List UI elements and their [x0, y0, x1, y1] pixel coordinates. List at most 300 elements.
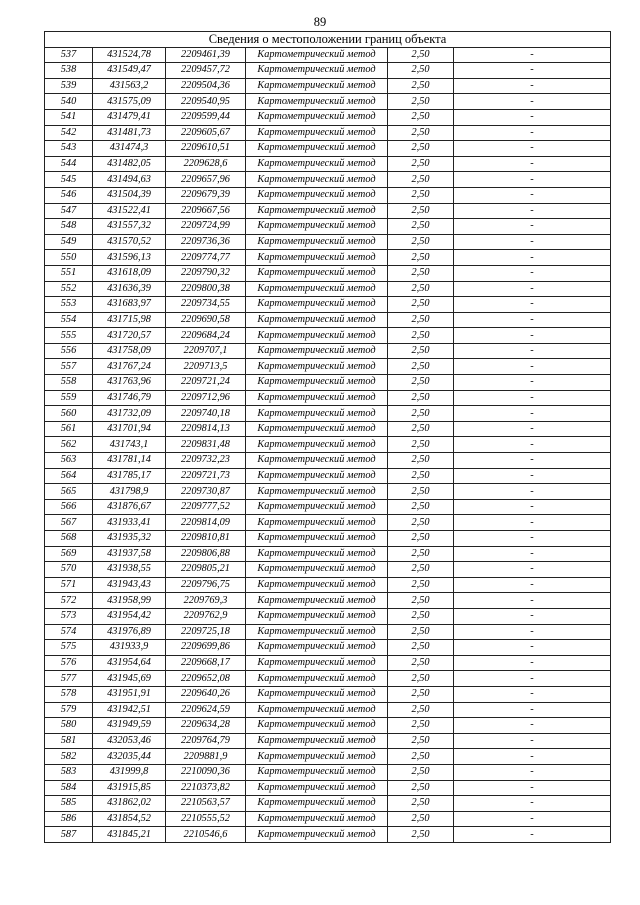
point-number-cell: 573	[45, 608, 93, 624]
method-cell: Картометрический метод	[246, 546, 388, 562]
y-coordinate-cell: 2209690,58	[166, 312, 246, 328]
x-coordinate-cell: 431999,8	[93, 764, 166, 780]
accuracy-cell: 2,50	[388, 655, 454, 671]
description-cell: -	[454, 437, 611, 453]
point-number-cell: 579	[45, 702, 93, 718]
description-cell: -	[454, 265, 611, 281]
description-cell: -	[454, 796, 611, 812]
table-row	[45, 172, 611, 188]
description-cell: -	[454, 671, 611, 687]
x-coordinate-cell: 431943,43	[93, 577, 166, 593]
description-cell: -	[454, 531, 611, 547]
x-coordinate-cell: 431945,69	[93, 671, 166, 687]
x-coordinate-cell: 431954,64	[93, 655, 166, 671]
point-number-cell: 558	[45, 375, 93, 391]
accuracy-cell: 2,50	[388, 499, 454, 515]
table-row	[45, 749, 611, 765]
description-cell: -	[454, 234, 611, 250]
method-cell: Картометрический метод	[246, 577, 388, 593]
method-cell: Картометрический метод	[246, 421, 388, 437]
point-number-cell: 572	[45, 593, 93, 609]
description-cell: -	[454, 203, 611, 219]
y-coordinate-cell: 2209732,23	[166, 453, 246, 469]
method-cell: Картометрический метод	[246, 796, 388, 812]
point-number-cell: 564	[45, 468, 93, 484]
table-row	[45, 297, 611, 313]
page-number: 89	[313, 15, 327, 29]
method-cell: Картометрический метод	[246, 640, 388, 656]
method-cell: Картометрический метод	[246, 297, 388, 313]
x-coordinate-cell: 431618,09	[93, 265, 166, 281]
description-cell: -	[454, 811, 611, 827]
method-cell: Картометрический метод	[246, 484, 388, 500]
y-coordinate-cell: 2209461,39	[166, 47, 246, 63]
accuracy-cell: 2,50	[388, 484, 454, 500]
y-coordinate-cell: 2209657,96	[166, 172, 246, 188]
method-cell: Картометрический метод	[246, 343, 388, 359]
accuracy-cell: 2,50	[388, 780, 454, 796]
x-coordinate-cell: 431942,51	[93, 702, 166, 718]
y-coordinate-cell: 2210555,52	[166, 811, 246, 827]
y-coordinate-cell: 2209881,9	[166, 749, 246, 765]
accuracy-cell: 2,50	[388, 468, 454, 484]
y-coordinate-cell: 2209640,26	[166, 686, 246, 702]
accuracy-cell: 2,50	[388, 577, 454, 593]
x-coordinate-cell: 431683,97	[93, 297, 166, 313]
x-coordinate-cell: 431976,89	[93, 624, 166, 640]
accuracy-cell: 2,50	[388, 515, 454, 531]
accuracy-cell: 2,50	[388, 141, 454, 157]
method-cell: Картометрический метод	[246, 406, 388, 422]
table-row	[45, 47, 611, 63]
accuracy-cell: 2,50	[388, 390, 454, 406]
description-cell: -	[454, 655, 611, 671]
x-coordinate-cell: 431938,55	[93, 562, 166, 578]
method-cell: Картометрический метод	[246, 219, 388, 235]
y-coordinate-cell: 2209624,59	[166, 702, 246, 718]
description-cell: -	[454, 484, 611, 500]
table-row	[45, 577, 611, 593]
accuracy-cell: 2,50	[388, 203, 454, 219]
description-cell: -	[454, 499, 611, 515]
accuracy-cell: 2,50	[388, 343, 454, 359]
y-coordinate-cell: 2209679,39	[166, 187, 246, 203]
y-coordinate-cell: 2210090,36	[166, 764, 246, 780]
point-number-cell: 561	[45, 421, 93, 437]
x-coordinate-cell: 431743,1	[93, 437, 166, 453]
y-coordinate-cell: 2209814,13	[166, 421, 246, 437]
point-number-cell: 560	[45, 406, 93, 422]
description-cell: -	[454, 421, 611, 437]
accuracy-cell: 2,50	[388, 811, 454, 827]
x-coordinate-cell: 431763,96	[93, 375, 166, 391]
accuracy-cell: 2,50	[388, 671, 454, 687]
point-number-cell: 544	[45, 156, 93, 172]
x-coordinate-cell: 431701,94	[93, 421, 166, 437]
description-cell: -	[454, 375, 611, 391]
x-coordinate-cell: 431767,24	[93, 359, 166, 375]
description-cell: -	[454, 359, 611, 375]
table-row	[45, 421, 611, 437]
y-coordinate-cell: 2209774,77	[166, 250, 246, 266]
accuracy-cell: 2,50	[388, 421, 454, 437]
table-row	[45, 718, 611, 734]
method-cell: Картометрический метод	[246, 187, 388, 203]
table-row	[45, 531, 611, 547]
point-number-cell: 545	[45, 172, 93, 188]
description-cell: -	[454, 156, 611, 172]
method-cell: Картометрический метод	[246, 718, 388, 734]
x-coordinate-cell: 431785,17	[93, 468, 166, 484]
method-cell: Картометрический метод	[246, 109, 388, 125]
method-cell: Картометрический метод	[246, 125, 388, 141]
point-number-cell: 583	[45, 764, 93, 780]
accuracy-cell: 2,50	[388, 312, 454, 328]
table-row	[45, 390, 611, 406]
description-cell: -	[454, 546, 611, 562]
table-row	[45, 78, 611, 94]
accuracy-cell: 2,50	[388, 328, 454, 344]
accuracy-cell: 2,50	[388, 437, 454, 453]
y-coordinate-cell: 2209764,79	[166, 733, 246, 749]
method-cell: Картометрический метод	[246, 686, 388, 702]
table-row	[45, 593, 611, 609]
method-cell: Картометрический метод	[246, 733, 388, 749]
table-row	[45, 499, 611, 515]
accuracy-cell: 2,50	[388, 453, 454, 469]
method-cell: Картометрический метод	[246, 375, 388, 391]
description-cell: -	[454, 780, 611, 796]
x-coordinate-cell: 431474,3	[93, 141, 166, 157]
y-coordinate-cell: 2209667,56	[166, 203, 246, 219]
x-coordinate-cell: 431596,13	[93, 250, 166, 266]
accuracy-cell: 2,50	[388, 359, 454, 375]
x-coordinate-cell: 431854,52	[93, 811, 166, 827]
accuracy-cell: 2,50	[388, 47, 454, 63]
x-coordinate-cell: 431570,52	[93, 234, 166, 250]
description-cell: -	[454, 640, 611, 656]
accuracy-cell: 2,50	[388, 796, 454, 812]
y-coordinate-cell: 2209810,81	[166, 531, 246, 547]
point-number-cell: 556	[45, 343, 93, 359]
method-cell: Картометрический метод	[246, 608, 388, 624]
description-cell: -	[454, 562, 611, 578]
method-cell: Картометрический метод	[246, 250, 388, 266]
y-coordinate-cell: 2209707,1	[166, 343, 246, 359]
y-coordinate-cell: 2209712,96	[166, 390, 246, 406]
table-row	[45, 343, 611, 359]
x-coordinate-cell: 431915,85	[93, 780, 166, 796]
description-cell: -	[454, 577, 611, 593]
table-row	[45, 453, 611, 469]
method-cell: Картометрический метод	[246, 811, 388, 827]
point-number-cell: 557	[45, 359, 93, 375]
x-coordinate-cell: 431481,73	[93, 125, 166, 141]
point-number-cell: 577	[45, 671, 93, 687]
x-coordinate-cell: 431954,42	[93, 608, 166, 624]
accuracy-cell: 2,50	[388, 702, 454, 718]
method-cell: Картометрический метод	[246, 655, 388, 671]
point-number-cell: 538	[45, 63, 93, 79]
accuracy-cell: 2,50	[388, 624, 454, 640]
table-body	[45, 47, 611, 842]
table-row	[45, 640, 611, 656]
accuracy-cell: 2,50	[388, 733, 454, 749]
accuracy-cell: 2,50	[388, 593, 454, 609]
method-cell: Картометрический метод	[246, 780, 388, 796]
table-row	[45, 109, 611, 125]
description-cell: -	[454, 390, 611, 406]
table-row	[45, 187, 611, 203]
point-number-cell: 542	[45, 125, 93, 141]
y-coordinate-cell: 2209721,73	[166, 468, 246, 484]
method-cell: Картометрический метод	[246, 671, 388, 687]
table-row	[45, 608, 611, 624]
y-coordinate-cell: 2209599,44	[166, 109, 246, 125]
point-number-cell: 570	[45, 562, 93, 578]
point-number-cell: 586	[45, 811, 93, 827]
method-cell: Картометрический метод	[246, 827, 388, 843]
y-coordinate-cell: 2210546,6	[166, 827, 246, 843]
x-coordinate-cell: 431575,09	[93, 94, 166, 110]
x-coordinate-cell: 431758,09	[93, 343, 166, 359]
x-coordinate-cell: 431876,67	[93, 499, 166, 515]
y-coordinate-cell: 2210373,82	[166, 780, 246, 796]
description-cell: -	[454, 94, 611, 110]
point-number-cell: 549	[45, 234, 93, 250]
y-coordinate-cell: 2209790,32	[166, 265, 246, 281]
accuracy-cell: 2,50	[388, 265, 454, 281]
method-cell: Картометрический метод	[246, 328, 388, 344]
accuracy-cell: 2,50	[388, 94, 454, 110]
method-cell: Картометрический метод	[246, 593, 388, 609]
table-row	[45, 156, 611, 172]
description-cell: -	[454, 686, 611, 702]
y-coordinate-cell: 2209668,17	[166, 655, 246, 671]
method-cell: Картометрический метод	[246, 265, 388, 281]
y-coordinate-cell: 2209805,21	[166, 562, 246, 578]
description-cell: -	[454, 733, 611, 749]
x-coordinate-cell: 431935,32	[93, 531, 166, 547]
table-row	[45, 515, 611, 531]
method-cell: Картометрический метод	[246, 234, 388, 250]
accuracy-cell: 2,50	[388, 250, 454, 266]
description-cell: -	[454, 219, 611, 235]
y-coordinate-cell: 2209800,38	[166, 281, 246, 297]
table-row	[45, 827, 611, 843]
point-number-cell: 554	[45, 312, 93, 328]
x-coordinate-cell: 432035,44	[93, 749, 166, 765]
table-row	[45, 406, 611, 422]
table-row	[45, 437, 611, 453]
x-coordinate-cell: 431798,9	[93, 484, 166, 500]
table-row	[45, 328, 611, 344]
method-cell: Картометрический метод	[246, 453, 388, 469]
accuracy-cell: 2,50	[388, 764, 454, 780]
accuracy-cell: 2,50	[388, 109, 454, 125]
y-coordinate-cell: 2209713,5	[166, 359, 246, 375]
point-number-cell: 566	[45, 499, 93, 515]
x-coordinate-cell: 431482,05	[93, 156, 166, 172]
method-cell: Картометрический метод	[246, 515, 388, 531]
point-number-cell: 587	[45, 827, 93, 843]
table-row	[45, 562, 611, 578]
point-number-cell: 555	[45, 328, 93, 344]
method-cell: Картометрический метод	[246, 141, 388, 157]
point-number-cell: 576	[45, 655, 93, 671]
y-coordinate-cell: 2209806,88	[166, 546, 246, 562]
description-cell: -	[454, 187, 611, 203]
y-coordinate-cell: 2209762,9	[166, 608, 246, 624]
x-coordinate-cell: 431845,21	[93, 827, 166, 843]
x-coordinate-cell: 431933,41	[93, 515, 166, 531]
accuracy-cell: 2,50	[388, 63, 454, 79]
point-number-cell: 580	[45, 718, 93, 734]
point-number-cell: 553	[45, 297, 93, 313]
accuracy-cell: 2,50	[388, 375, 454, 391]
accuracy-cell: 2,50	[388, 187, 454, 203]
accuracy-cell: 2,50	[388, 219, 454, 235]
point-number-cell: 585	[45, 796, 93, 812]
y-coordinate-cell: 2209725,18	[166, 624, 246, 640]
point-number-cell: 574	[45, 624, 93, 640]
x-coordinate-cell: 432053,46	[93, 733, 166, 749]
accuracy-cell: 2,50	[388, 156, 454, 172]
x-coordinate-cell: 431720,57	[93, 328, 166, 344]
method-cell: Картометрический метод	[246, 63, 388, 79]
y-coordinate-cell: 2209721,24	[166, 375, 246, 391]
point-number-cell: 546	[45, 187, 93, 203]
accuracy-cell: 2,50	[388, 234, 454, 250]
x-coordinate-cell: 431933,9	[93, 640, 166, 656]
table-row	[45, 811, 611, 827]
point-number-cell: 563	[45, 453, 93, 469]
accuracy-cell: 2,50	[388, 406, 454, 422]
accuracy-cell: 2,50	[388, 546, 454, 562]
point-number-cell: 550	[45, 250, 93, 266]
table-row	[45, 63, 611, 79]
description-cell: -	[454, 63, 611, 79]
y-coordinate-cell: 2209777,52	[166, 499, 246, 515]
method-cell: Картометрический метод	[246, 94, 388, 110]
description-cell: -	[454, 593, 611, 609]
method-cell: Картометрический метод	[246, 468, 388, 484]
x-coordinate-cell: 431958,99	[93, 593, 166, 609]
y-coordinate-cell: 2209724,99	[166, 219, 246, 235]
table-row	[45, 733, 611, 749]
point-number-cell: 539	[45, 78, 93, 94]
point-number-cell: 565	[45, 484, 93, 500]
method-cell: Картометрический метод	[246, 203, 388, 219]
y-coordinate-cell: 2209610,51	[166, 141, 246, 157]
point-number-cell: 548	[45, 219, 93, 235]
table-row	[45, 265, 611, 281]
point-number-cell: 581	[45, 733, 93, 749]
description-cell: -	[454, 172, 611, 188]
method-cell: Картометрический метод	[246, 562, 388, 578]
description-cell: -	[454, 141, 611, 157]
description-cell: -	[454, 764, 611, 780]
table-row	[45, 468, 611, 484]
x-coordinate-cell: 431524,78	[93, 47, 166, 63]
x-coordinate-cell: 431494,63	[93, 172, 166, 188]
x-coordinate-cell: 431563,2	[93, 78, 166, 94]
y-coordinate-cell: 2210563,57	[166, 796, 246, 812]
point-number-cell: 568	[45, 531, 93, 547]
method-cell: Картометрический метод	[246, 749, 388, 765]
y-coordinate-cell: 2209734,55	[166, 297, 246, 313]
point-number-cell: 552	[45, 281, 93, 297]
y-coordinate-cell: 2209457,72	[166, 63, 246, 79]
description-cell: -	[454, 453, 611, 469]
y-coordinate-cell: 2209730,87	[166, 484, 246, 500]
table-row	[45, 655, 611, 671]
point-number-cell: 567	[45, 515, 93, 531]
y-coordinate-cell: 2209740,18	[166, 406, 246, 422]
table-row	[45, 702, 611, 718]
description-cell: -	[454, 343, 611, 359]
point-number-cell: 571	[45, 577, 93, 593]
table-row	[45, 686, 611, 702]
table-row	[45, 141, 611, 157]
accuracy-cell: 2,50	[388, 562, 454, 578]
y-coordinate-cell: 2209628,6	[166, 156, 246, 172]
y-coordinate-cell: 2209699,86	[166, 640, 246, 656]
method-cell: Картометрический метод	[246, 764, 388, 780]
x-coordinate-cell: 431479,41	[93, 109, 166, 125]
x-coordinate-cell: 431557,32	[93, 219, 166, 235]
table-row	[45, 546, 611, 562]
table-row	[45, 125, 611, 141]
y-coordinate-cell: 2209684,24	[166, 328, 246, 344]
point-number-cell: 540	[45, 94, 93, 110]
table-row	[45, 484, 611, 500]
description-cell: -	[454, 47, 611, 63]
point-number-cell: 537	[45, 47, 93, 63]
table-row	[45, 94, 611, 110]
description-cell: -	[454, 515, 611, 531]
table-row	[45, 359, 611, 375]
accuracy-cell: 2,50	[388, 125, 454, 141]
point-number-cell: 547	[45, 203, 93, 219]
method-cell: Картометрический метод	[246, 156, 388, 172]
method-cell: Картометрический метод	[246, 281, 388, 297]
accuracy-cell: 2,50	[388, 686, 454, 702]
accuracy-cell: 2,50	[388, 608, 454, 624]
method-cell: Картометрический метод	[246, 437, 388, 453]
x-coordinate-cell: 431732,09	[93, 406, 166, 422]
table-row	[45, 375, 611, 391]
y-coordinate-cell: 2209831,48	[166, 437, 246, 453]
y-coordinate-cell: 2209769,3	[166, 593, 246, 609]
description-cell: -	[454, 749, 611, 765]
point-number-cell: 541	[45, 109, 93, 125]
method-cell: Картометрический метод	[246, 531, 388, 547]
accuracy-cell: 2,50	[388, 78, 454, 94]
x-coordinate-cell: 431522,41	[93, 203, 166, 219]
table-row	[45, 281, 611, 297]
x-coordinate-cell: 431951,91	[93, 686, 166, 702]
y-coordinate-cell: 2209504,36	[166, 78, 246, 94]
y-coordinate-cell: 2209814,09	[166, 515, 246, 531]
description-cell: -	[454, 312, 611, 328]
table-row	[45, 203, 611, 219]
table-row	[45, 796, 611, 812]
boundary-coordinates-table	[44, 31, 611, 843]
point-number-cell: 569	[45, 546, 93, 562]
point-number-cell: 551	[45, 265, 93, 281]
accuracy-cell: 2,50	[388, 172, 454, 188]
